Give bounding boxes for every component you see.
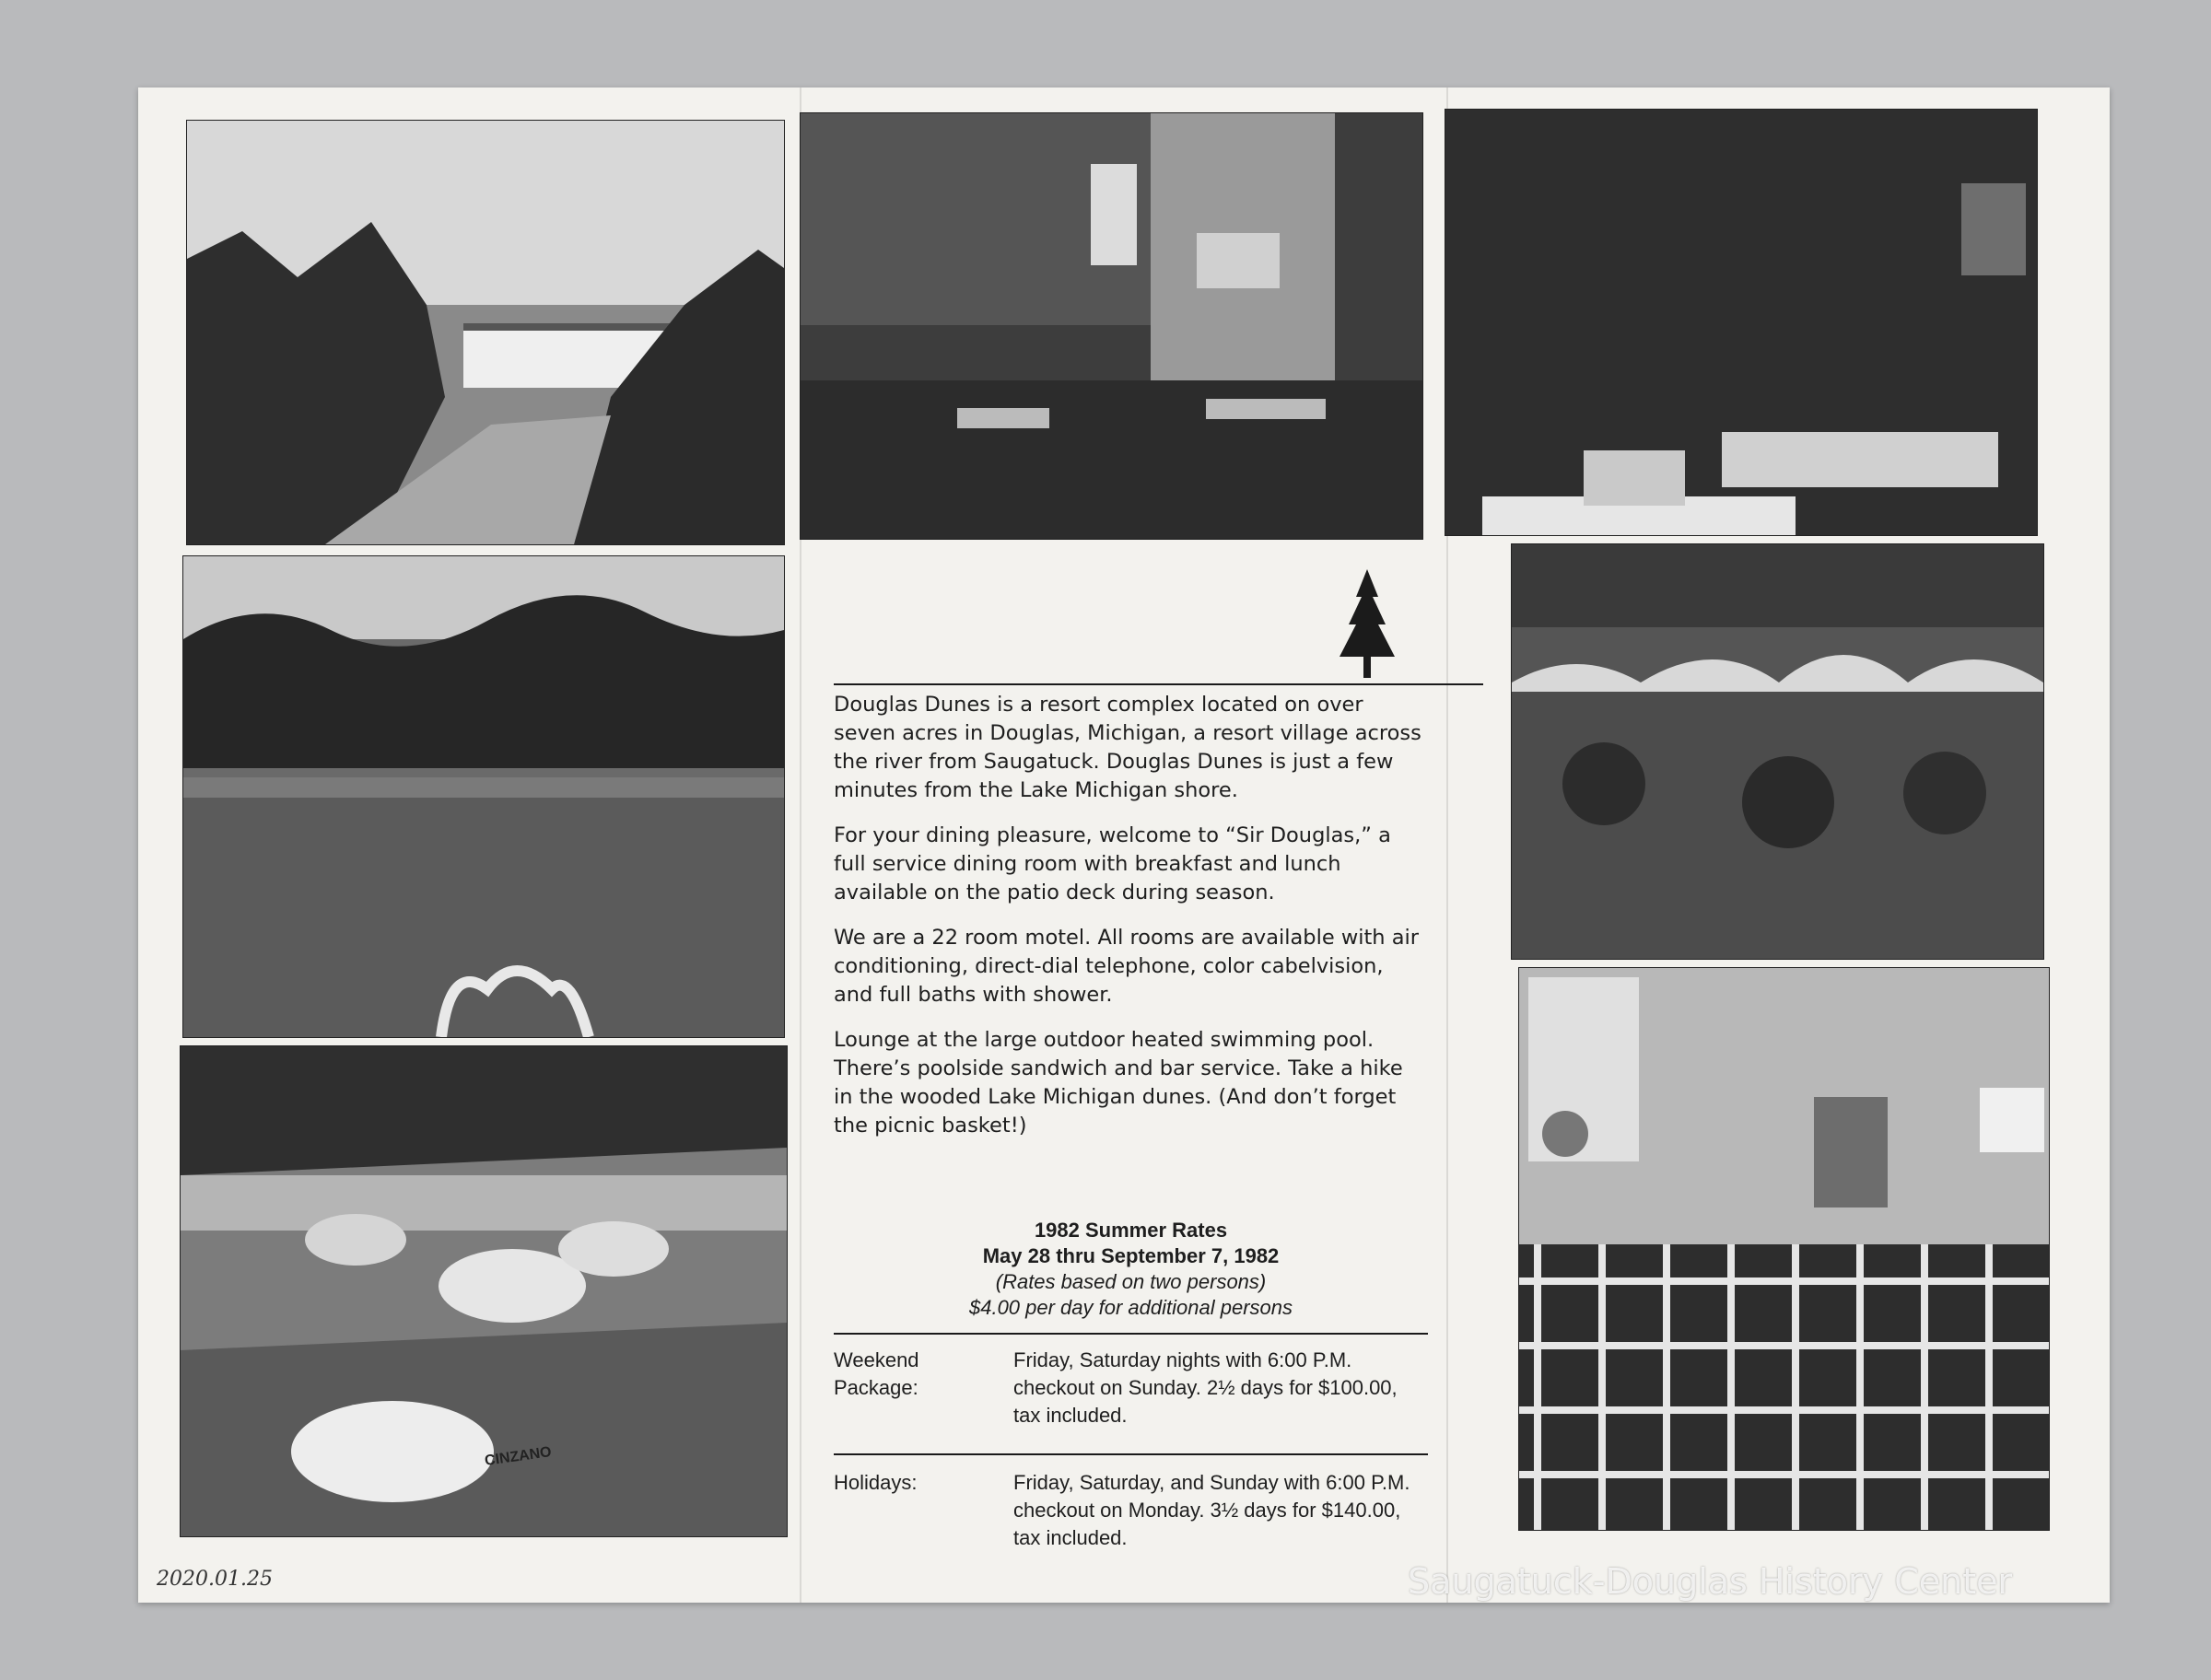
rates-basis: (Rates based on two persons) [995, 1270, 1267, 1293]
weekend-label: Weekend Package: [834, 1348, 919, 1399]
intro-paragraph: For your dining pleasure, welcome to “Sir Douglas,” a full service dining room with breakfast and lunch available on the patio deck during season. [834, 823, 1391, 904]
intro-paragraph: Lounge at the large outdoor heated swimming pool. There’s poolside sandwich and bar service. Take a hike in the wooded Lake Michigan dunes. (And don’t forget the picnic basket!) [834, 1028, 1403, 1138]
rates-rule [834, 1333, 1428, 1335]
rates-title: 1982 Summer Rates [1034, 1219, 1228, 1242]
watermark: Saugatuck-Douglas History Center [1408, 1561, 2013, 1602]
intro-paragraph: We are a 22 room motel. All rooms are available with air conditioning, direct-dial telephone, color cabelvision, and full baths with shower. [834, 926, 1419, 1007]
pine-tree-icon [1334, 569, 1400, 689]
rates-block [834, 1218, 1428, 1321]
patio-deck-photo [180, 1045, 788, 1537]
intro-text [834, 691, 1428, 1157]
weekend-description: Friday, Saturday nights with 6:00 P.M. checkout on Sunday. 2½ days for $100.00, tax included. [1013, 1348, 1398, 1427]
header-rule [834, 683, 1483, 685]
lounge-bar-photo [800, 112, 1423, 540]
intro-paragraph: Douglas Dunes is a resort complex located on over seven acres in Douglas, Michigan, a resort village across the river from Saugatuck. Douglas Dunes is just a few minutes from the Lake Michigan shore. [834, 693, 1421, 802]
holidays-label: Holidays: [834, 1471, 918, 1494]
dancing-patio-photo [1511, 543, 2044, 960]
accession-number: 2020.01.25 [157, 1568, 273, 1591]
package-rule [834, 1453, 1428, 1455]
pool-photo [182, 555, 785, 1038]
rates-dates: May 28 thru September 7, 1982 [982, 1244, 1280, 1267]
motel-room-photo [1518, 967, 2050, 1531]
umbrella-label: CINZANO [484, 1444, 553, 1469]
dining-room-photo [1445, 109, 2038, 536]
holidays-description: Friday, Saturday, and Sunday with 6:00 P.M. checkout on Monday. 3½ days for $140.00, tax included. [1013, 1471, 1410, 1549]
motel-grounds-photo [186, 120, 785, 545]
rates-additional: $4.00 per day for additional persons [968, 1296, 1293, 1319]
